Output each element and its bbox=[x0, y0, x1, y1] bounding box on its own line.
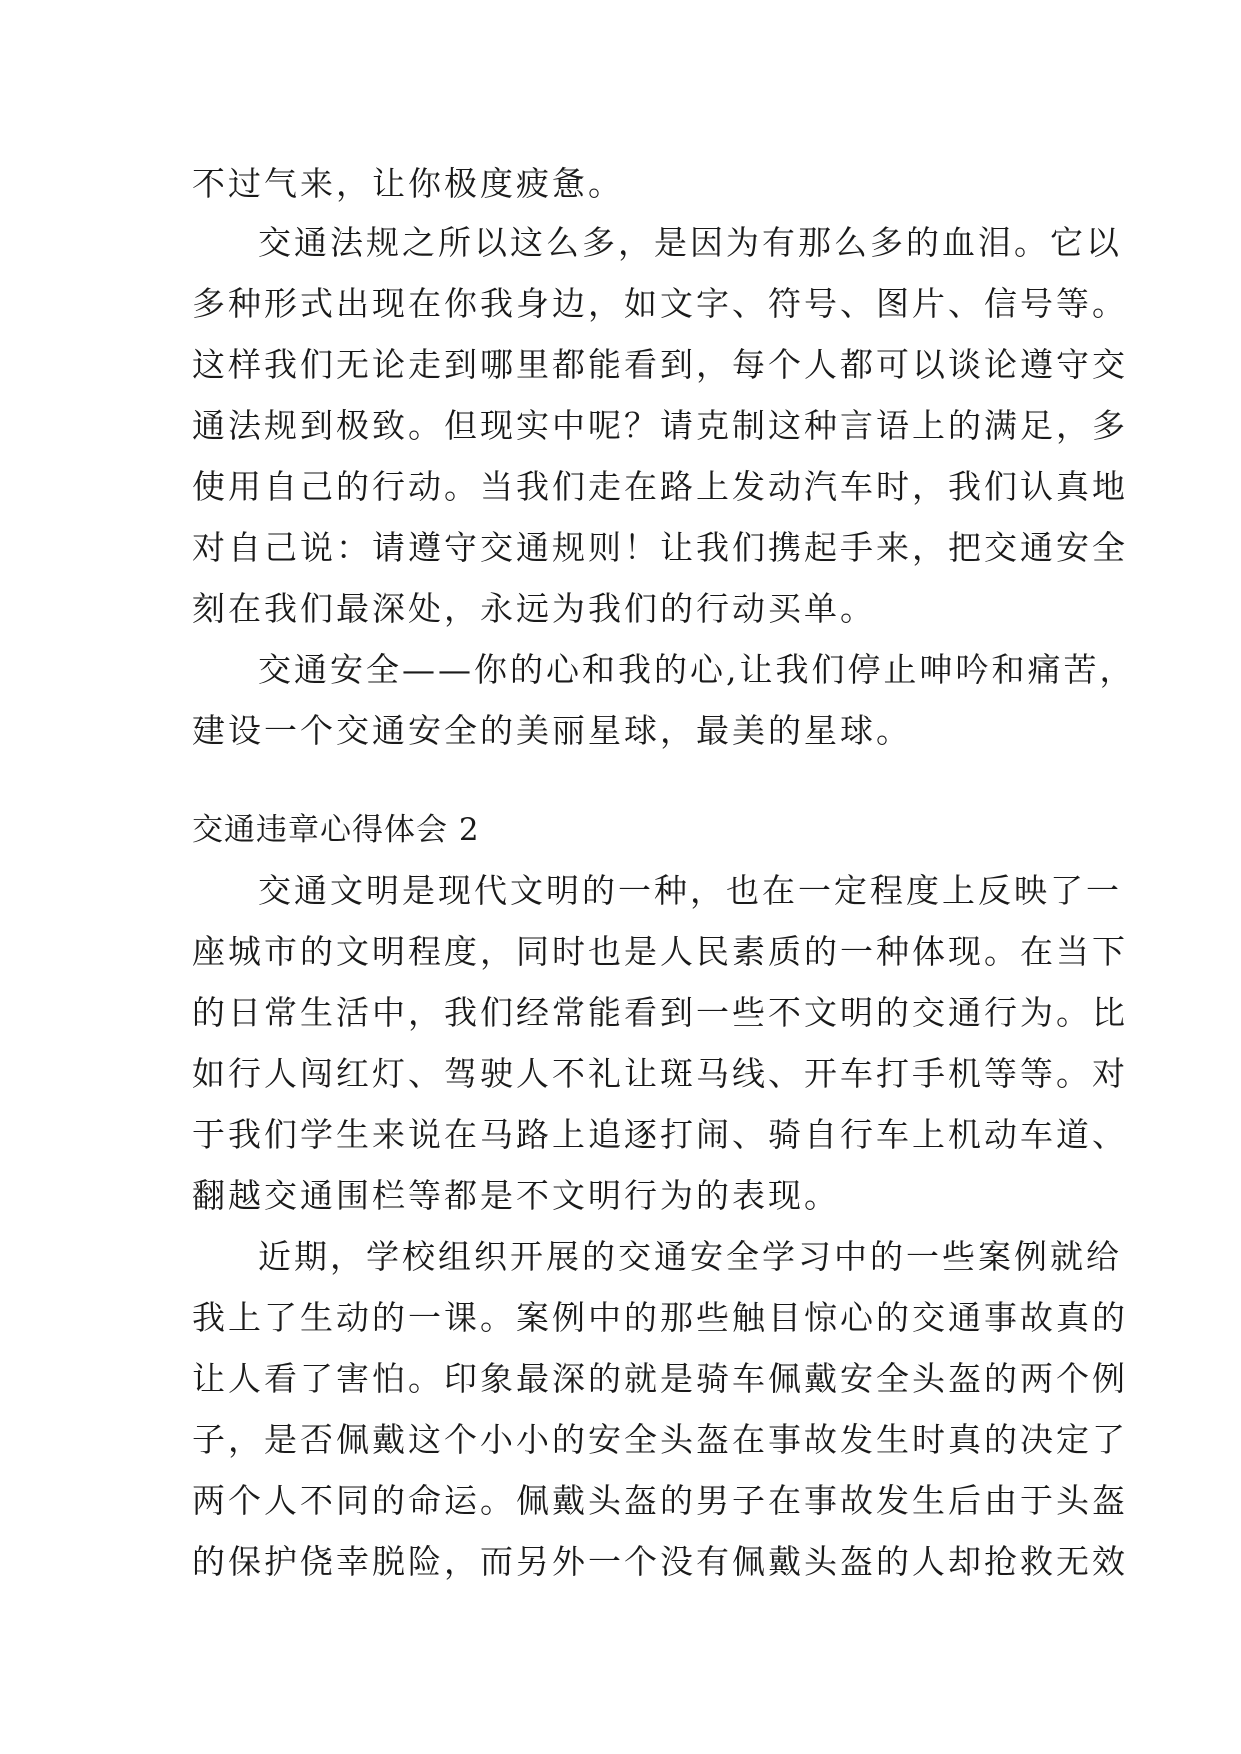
paragraph-line: 的日常生活中，我们经常能看到一些不文明的交通行为。比 bbox=[192, 993, 1128, 1032]
paragraph-line: 刻在我们最深处，永远为我们的行动买单。 bbox=[192, 589, 876, 628]
paragraph-line: 多种形式出现在你我身边，如文字、符号、图片、信号等。 bbox=[192, 284, 1128, 323]
paragraph-line: 使用自己的行动。当我们走在路上发动汽车时，我们认真地 bbox=[192, 467, 1128, 506]
paragraph-line: 如行人闯红灯、驾驶人不礼让斑马线、开车打手机等等。对 bbox=[192, 1054, 1128, 1093]
paragraph-fragment-line: 不过气来，让你极度疲惫。 bbox=[192, 164, 624, 203]
paragraph-line: 对自己说：请遵守交通规则！让我们携起手来，把交通安全 bbox=[192, 528, 1128, 567]
paragraph-line: 于我们学生来说在马路上追逐打闹、骑自行车上机动车道、 bbox=[192, 1115, 1128, 1154]
paragraph-line: 交通安全——你的心和我的心,让我们停止呻吟和痛苦， bbox=[258, 650, 1136, 689]
paragraph-line: 交通文明是现代文明的一种，也在一定程度上反映了一 bbox=[258, 871, 1122, 910]
paragraph-line: 建设一个交通安全的美丽星球，最美的星球。 bbox=[192, 711, 912, 750]
paragraph-line: 子，是否佩戴这个小小的安全头盔在事故发生时真的决定了 bbox=[192, 1420, 1128, 1459]
paragraph-line: 让人看了害怕。印象最深的就是骑车佩戴安全头盔的两个例 bbox=[192, 1359, 1128, 1398]
paragraph-line: 翻越交通围栏等都是不文明行为的表现。 bbox=[192, 1176, 840, 1215]
paragraph-line: 的保护侥幸脱险，而另外一个没有佩戴头盔的人却抢救无效 bbox=[192, 1542, 1128, 1581]
paragraph-line: 我上了生动的一课。案例中的那些触目惊心的交通事故真的 bbox=[192, 1298, 1128, 1337]
paragraph-line: 通法规到极致。但现实中呢？请克制这种言语上的满足，多 bbox=[192, 406, 1128, 445]
paragraph-line: 交通法规之所以这么多，是因为有那么多的血泪。它以 bbox=[258, 223, 1122, 262]
paragraph-line: 近期，学校组织开展的交通安全学习中的一些案例就给 bbox=[258, 1237, 1122, 1276]
paragraph-line: 两个人不同的命运。佩戴头盔的男子在事故发生后由于头盔 bbox=[192, 1481, 1128, 1520]
section-heading: 交通违章心得体会 2 bbox=[192, 812, 480, 848]
paragraph-line: 座城市的文明程度，同时也是人民素质的一种体现。在当下 bbox=[192, 932, 1128, 971]
paragraph-line: 这样我们无论走到哪里都能看到，每个人都可以谈论遵守交 bbox=[192, 345, 1128, 384]
